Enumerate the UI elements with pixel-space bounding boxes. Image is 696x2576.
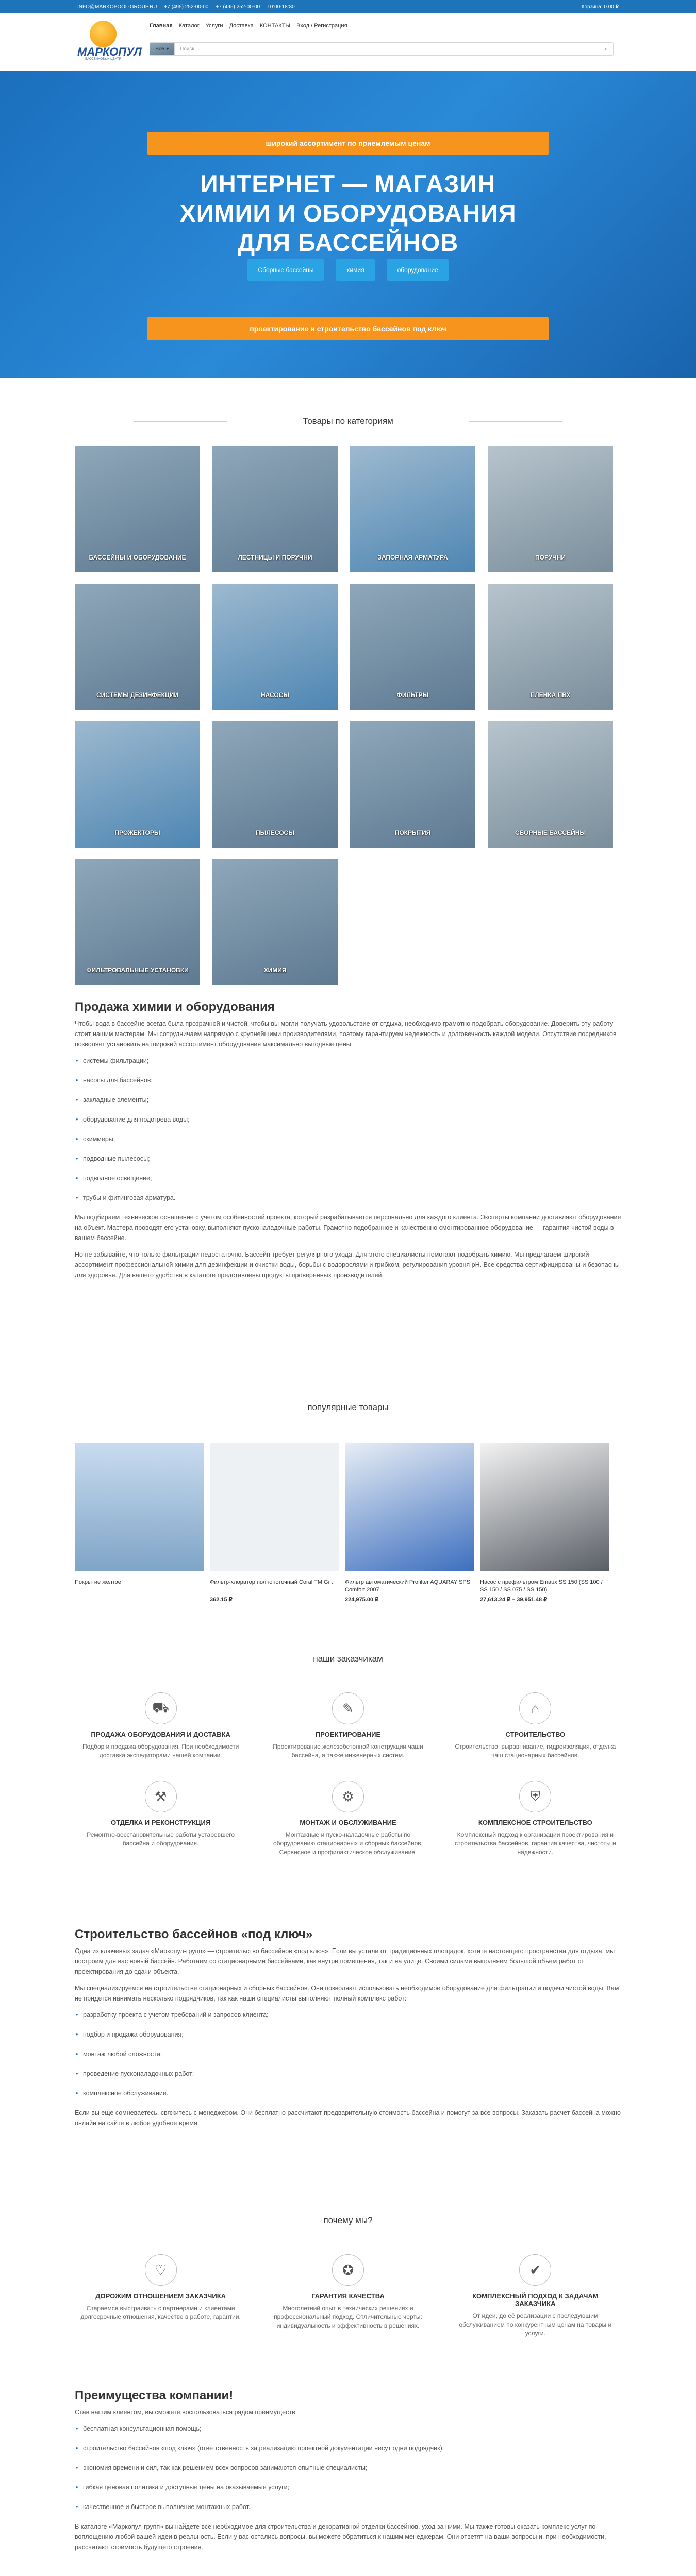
category-tile[interactable]: НАСОСЫ <box>212 584 338 710</box>
gear-icon: ⚙ <box>332 1781 364 1812</box>
list-item: • подбор и продажа оборудования; <box>75 2029 621 2040</box>
header <box>0 13 696 71</box>
why-grid <box>75 2254 621 2338</box>
list-item: • комплексное обслуживание. <box>75 2088 621 2098</box>
chemicals-button[interactable]: химия <box>336 259 374 281</box>
logo-name: МАРКОПУЛ <box>77 45 142 58</box>
nav-item-delivery[interactable]: Доставка <box>229 23 254 29</box>
product-name[interactable]: Фильтр автоматический Profilter AQUARAY SPS Comfort 2007 <box>345 1579 471 1593</box>
nav-item-home[interactable]: Главная <box>150 23 173 29</box>
list-item: • бесплатная консультационная помощь; <box>75 2424 621 2434</box>
pools-button[interactable]: Сборные бассейны <box>247 259 324 281</box>
why-item: ♡ ДОРОЖИМ ОТНОШЕНИЕМ ЗАКАЗЧИКА Стараемся выстраивать с партнерами и клиентами долгосрочные отношения, качество в работе, гарантии. <box>75 2254 246 2338</box>
build-paragraph: Если вы еще сомневаетесь, свяжитесь с менеджером. Они бесплатно рассчитают предварительную стоимость бассейна и помогут за все вопросы. Заказать расчет бассейна можно онлайн на сайте в любое удобное время. <box>75 2109 621 2127</box>
hero-buttons <box>0 259 696 281</box>
list-item: • гибкая ценовая политика и доступные цены на оказываемые услуги; <box>75 2482 621 2493</box>
list-item: • закладные элементы; <box>75 1095 621 1105</box>
service-item: ⚙ МОНТАЖ И ОБСЛУЖИВАНИЕ Монтажные и пуско-наладочные работы по оборудованию стационарных и сборных бассейнов. Сервисное и профилактическое обслуживание. <box>262 1781 434 1857</box>
email-link[interactable]: INFO@MARKOPOOL-GROUP.RU <box>77 4 157 10</box>
sale-title: Продажа химии и оборудования <box>75 1000 275 1014</box>
list-item: • подводные пылесосы; <box>75 1154 621 1164</box>
hero-top-tag: широкий ассортимент по приемлемым ценам <box>147 132 549 155</box>
category-tile[interactable]: ЛЕСТНИЦЫ И ПОРУЧНИ <box>212 446 338 572</box>
product-price: 362.15 ₽ <box>210 1597 233 1603</box>
product-name[interactable]: Насос с префильтром Emaux SS 150 (SS 100 / SS 150 / SS 075 / SS 150) <box>480 1579 603 1593</box>
service-item: ⌂ СТРОИТЕЛЬСТВО Строительство, выравнивание, гидроизоляция, отделка чаш стационарных бассейнов. <box>450 1692 621 1760</box>
services-title: наши заказчикам <box>0 1654 696 1664</box>
sale-paragraph: Но не забывайте, что только фильтрации недостаточно. Бассейн требует регулярного ухода. Для этого специалисты помогают подобрать химию. Мы предлагаем широкий ассортимент профессиональной химии для дезинфекции и очистки воды, борьбы с водорослями и грибком, регулирования уровня pH. Все средства сертифицированы и безопасны для здоровья. Для вашего удобства в каталоге представлены продукты проверенных производителей. <box>75 1251 620 1279</box>
list-item: • подводное освещение; <box>75 1173 621 1183</box>
build-list <box>75 2010 621 2098</box>
heart-icon: ♡ <box>145 2254 177 2286</box>
why-title: почему мы? <box>0 2215 696 2226</box>
shield-icon: ⛨ <box>519 1781 551 1812</box>
hero-bottom-tag[interactable]: проектирование и строительство бассейнов под ключ <box>147 317 549 340</box>
service-item: ⛨ КОМПЛЕКСНОЕ СТРОИТЕЛЬСТВО Комплексный подход к организации проектирования и строительства бассейнов, гарантия качества, чистоты и надежности. <box>450 1781 621 1857</box>
popular-products <box>75 1443 621 1603</box>
list-item: • скиммеры; <box>75 1134 621 1144</box>
phone-link-2[interactable]: +7 (495) 252-00-00 <box>216 4 260 10</box>
list-item: • разработку проекта с учетом требований и запросов клиента; <box>75 2010 621 2020</box>
list-item: • экономия времени и сил, так как решением всех вопросов занимаются опытные специалисты; <box>75 2463 621 2473</box>
service-item: ⛟ ПРОДАЖА ОБОРУДОВАНИЯ И ДОСТАВКА Подбор и продажа оборудования. При необходимости доставка экспедиторами нашей компании. <box>75 1692 246 1760</box>
category-tile[interactable]: СИСТЕМЫ ДЕЗИНФЕКЦИИ <box>75 584 200 710</box>
house-icon: ⌂ <box>519 1692 551 1724</box>
why-item: ✪ ГАРАНТИЯ КАЧЕСТВА Многолетний опыт в технических решениях и профессиональный подход. Отличительные черты: индивидуальность и эффективность в решениях. <box>262 2254 434 2338</box>
why-item: ✔ КОМПЛЕКСНЫЙ ПОДХОД К ЗАДАЧАМ ЗАКАЗЧИКА От идеи, до её реализации с последующим обслуживанием по конкурентным ценам на товары и услуги. <box>450 2254 621 2338</box>
hero-banner <box>0 71 696 378</box>
category-tile[interactable]: ПРОЖЕКТОРЫ <box>75 721 200 848</box>
search-bar <box>150 42 614 56</box>
nav-item-login[interactable]: Вход / Регистрация <box>296 23 347 29</box>
build-paragraph: Мы специализируемся на строительстве стационарных и сборных бассейнов. Они позволяют использовать необходимое оборудование для фильтрации и подачи чистой воды. Вам не придется нанимать несколько подрядчиков, так как наши специалисты выполняют полный комплекс работ: <box>75 1985 619 2002</box>
sale-list <box>75 1056 621 1203</box>
list-item: • насосы для бассейнов; <box>75 1075 621 1086</box>
search-icon[interactable]: ⌕ <box>604 45 608 53</box>
search-category-select[interactable]: Все ▾ <box>150 43 175 55</box>
nav-item-services[interactable]: Услуги <box>205 23 223 29</box>
advantages-list <box>75 2424 621 2512</box>
nav-item-catalog[interactable]: Каталог <box>178 23 200 29</box>
product-card[interactable] <box>75 1443 204 1603</box>
category-tile[interactable]: ФИЛЬТРЫ <box>350 584 475 710</box>
service-item: ⚒ ОТДЕЛКА И РЕКОНСТРУКЦИЯ Ремонтно-восстановительные работы устаревшего бассейна и оборудования. <box>75 1781 246 1857</box>
wrench-icon: ⚒ <box>145 1781 177 1812</box>
category-tile[interactable]: ХИМИЯ <box>212 859 338 985</box>
product-price: 224,975.00 ₽ <box>345 1597 379 1603</box>
advantages-intro: Став нашим клиентом, вы сможете воспользоваться рядом преимуществ: <box>75 2409 297 2416</box>
product-name[interactable]: Фильтр-хлоратор полнопоточный Coral TM Gift <box>210 1579 333 1585</box>
advantages-section <box>75 2388 621 2558</box>
product-image[interactable] <box>345 1443 474 1571</box>
product-name[interactable]: Покрытие желтое <box>75 1579 121 1585</box>
build-title: Строительство бассейнов «под ключ» <box>75 1927 313 1941</box>
pencil-icon: ✎ <box>332 1692 364 1724</box>
list-item: • системы фильтрации; <box>75 1056 621 1066</box>
list-item: • качественное и быстрое выполнение монтажных работ. <box>75 2502 621 2512</box>
sale-paragraph: Чтобы вода в бассейне всегда была прозрачной и чистой, чтобы вы могли получать удовольствие от отдыха, необходимо грамотно подобрать оборудование. Доверить эту работу стоит нашим мастерам. Мы сотрудничаем напрямую с крупнейшими производителями, поэтому гарантируем надежность и долговечность каждой модели. Отсутствие посредников позволяет установить на широкий ассортимент оборудования максимально выгодные цены. <box>75 1020 617 1048</box>
main-nav <box>150 23 347 29</box>
category-tile[interactable]: ПЫЛЕСОСЫ <box>212 721 338 848</box>
top-bar <box>0 0 696 13</box>
advantages-paragraph: В каталоге «Маркопул-групп» вы найдете все необходимое для строительства и декоративной отделки бассейнов, уход за ними. Мы также готовы оказать комплекс услуг по воплощению любой вашей идеи в реальность. Если у вас остались вопросы, вы можете обратиться к нашим менеджерам. Они ответят на ваши вопросы и, при необходимости, рассчитают стоимость будущего строения. <box>75 2523 606 2551</box>
advantages-title: Преимущества компании! <box>75 2388 234 2402</box>
truck-icon: ⛟ <box>145 1692 177 1724</box>
cart-link[interactable]: Корзина: 0.00 ₽ <box>581 4 619 10</box>
category-tile[interactable]: ЗАПОРНАЯ АРМАТУРА <box>350 446 475 572</box>
category-tile[interactable]: ФИЛЬТРОВАЛЬНЫЕ УСТАНОВКИ <box>75 859 200 985</box>
product-card[interactable] <box>210 1443 339 1603</box>
product-card[interactable] <box>345 1443 474 1603</box>
logo-tagline: БАССЕЙНОВЫЙ ЦЕНТР <box>85 58 121 61</box>
nav-item-contacts[interactable]: КОНТАКТЫ <box>259 23 291 29</box>
chevron-down-icon: ▾ <box>166 46 169 52</box>
product-card[interactable] <box>480 1443 609 1603</box>
product-image[interactable] <box>480 1443 609 1571</box>
logo[interactable] <box>77 21 142 62</box>
build-paragraph: Одна из ключевых задач «Маркопул-групп» — строительство бассейнов «под ключ». Если вы устали от традиционных площадок, хотите настоящего пространства для отдыха, мы построим для вас новый бассейн. Работаем со стационарными бассейнами, как внутри помещения, так и на улице. Своими силами выполняем большой объем работ от проектирования до сдачи объекта. <box>75 1947 615 1975</box>
sale-paragraph: Мы подбираем техническое оснащение с учетом особенностей проекта, который разрабатывается персонально для каждого клиента. Эксперты компании доставляют оборудование на объект. Мастера проводят его установку, выполняют пусконаладочные работы. Грамотно подобранное и качественно смонтированное оборудование — гарантия чистой воды в вашем бассейне. <box>75 1214 621 1242</box>
services-grid <box>75 1692 621 1857</box>
sale-section <box>75 1002 621 1286</box>
build-section <box>75 1929 621 2134</box>
list-item: • трубы и фитинговая арматура. <box>75 1193 621 1203</box>
service-item: ✎ ПРОЕКТИРОВАНИЕ Проектирование железобетонной конструкции чаши бассейна, а также инженерных систем. <box>262 1692 434 1760</box>
category-tile[interactable]: БАССЕЙНЫ И ОБОРУДОВАНИЕ <box>75 446 200 572</box>
medal-icon: ✪ <box>332 2254 364 2286</box>
category-grid <box>75 446 621 985</box>
category-tile[interactable]: ПОРУЧНИ <box>488 446 613 572</box>
product-image[interactable] <box>75 1443 204 1571</box>
product-price: 27,613.24 ₽ – 39,951.48 ₽ <box>480 1597 548 1603</box>
category-tile[interactable]: СБОРНЫЕ БАССЕЙНЫ <box>488 721 613 848</box>
list-item: • монтаж любой сложности; <box>75 2049 621 2059</box>
category-tile[interactable]: ПОКРЫТИЯ <box>350 721 475 848</box>
equipment-button[interactable]: оборудование <box>387 259 449 281</box>
list-item: • проведение пусконаладочных работ; <box>75 2069 621 2079</box>
check-icon: ✔ <box>519 2254 551 2286</box>
list-item: • строительство бассейнов «под ключ» (ответственность за реализацию проектной документации несут одни подрядчик); <box>75 2443 621 2453</box>
list-item: • оборудование для подогрева воды; <box>75 1114 621 1125</box>
product-image[interactable] <box>210 1443 339 1571</box>
hero-title: ИНТЕРНЕТ — МАГАЗИН ХИМИИ И ОБОРУДОВАНИЯ ДЛЯ БАССЕЙНОВ <box>179 170 517 256</box>
logo-sun-icon <box>90 21 117 47</box>
popular-title: популярные товары <box>0 1402 696 1413</box>
phone-link-1[interactable]: +7 (495) 252-00-00 <box>164 4 209 10</box>
hours-text: 10:00-18:30 <box>267 4 295 10</box>
search-input[interactable]: Поиск <box>180 46 194 52</box>
categories-title: Товары по категориям <box>0 416 696 427</box>
category-tile[interactable]: ПЛЕНКА ПВХ <box>488 584 613 710</box>
